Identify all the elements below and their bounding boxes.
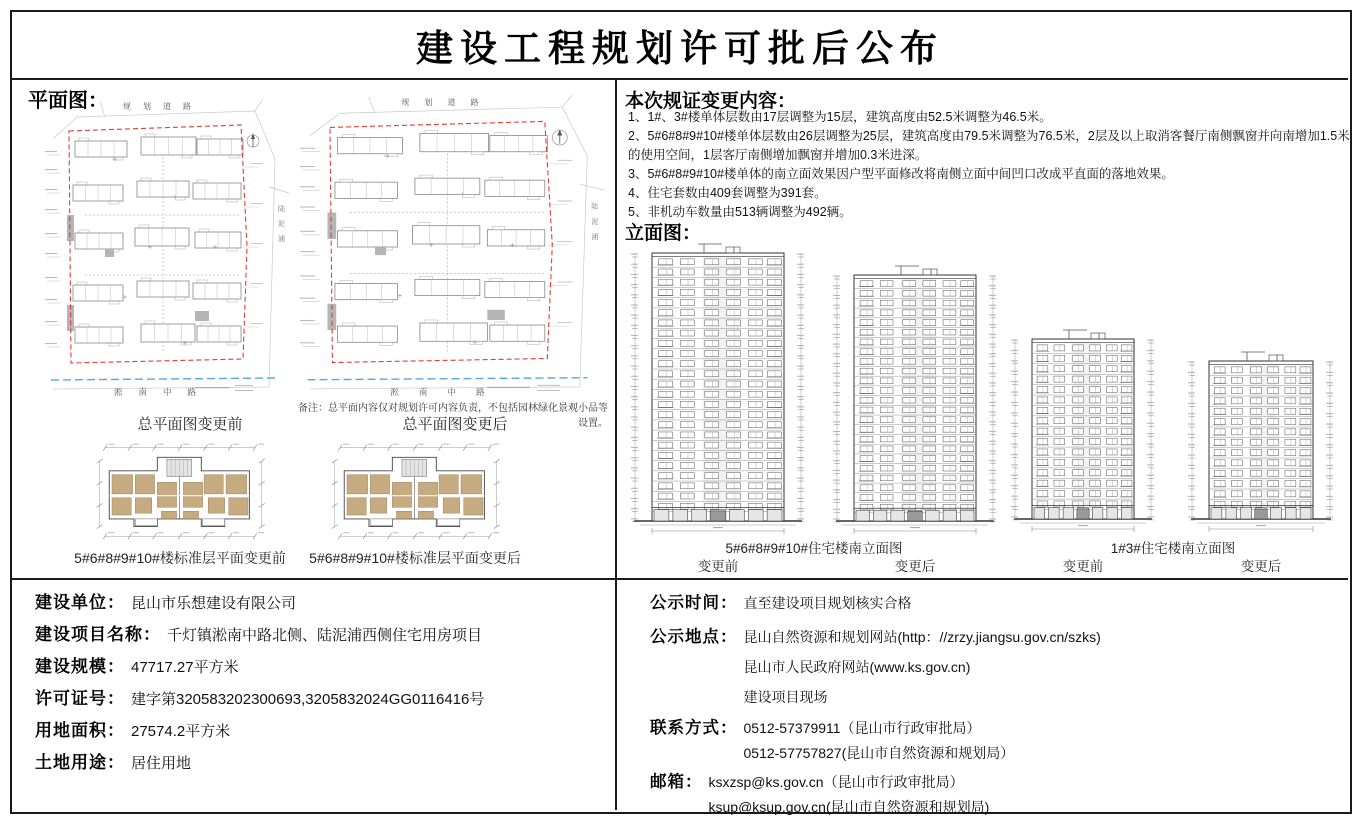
svg-text:规划道路: 规划道路 <box>123 102 203 111</box>
floor-plan-after-drawing <box>325 440 505 542</box>
site-plan-before-caption: 总平面图变更前 <box>137 416 243 433</box>
plan-section-heading: 平面图： <box>28 90 108 112</box>
info-value: 建字第320583202300693,3205832024GG0116416号 <box>131 691 485 708</box>
elevation-group2-caption: 1#3#住宅楼南立面图 <box>1110 541 1236 556</box>
info-value: 居住用地 <box>131 755 192 772</box>
info-label: 许可证号： <box>35 689 125 708</box>
change-item: 5、非机动车数量由513辆调整为492辆。 <box>628 205 852 219</box>
publicity-info <box>650 588 1340 822</box>
info-row-land-use <box>35 748 605 773</box>
info-label: 邮箱： <box>650 773 703 791</box>
info-row-project-name <box>35 620 605 645</box>
elevation-short-before-label: 变更前 <box>1062 559 1104 574</box>
elevation-tall-after-drawing <box>830 259 1000 537</box>
info-line: 直至建设项目规划核实合格 <box>743 595 912 611</box>
info-value: 千灯镇淞南中路北侧、陆泥浦西侧住宅用房项目 <box>167 627 483 644</box>
info-line: 0512-57757827(昆山市自然资源和规划局） <box>743 745 1015 761</box>
floor-plan-before-caption: 5#6#8#9#10#楼标准层平面变更前 <box>74 550 286 566</box>
change-item: 2、5#6#8#9#10#楼单体层数由26层调整为25层，建筑高度由79.5米调整为76.5米，2层及以上取消客餐厅南侧飘窗并向南增加1.5米的使用空间，1层客厅南侧增加飘窗并增加0.3米进深。 <box>628 129 1350 162</box>
changes-list <box>628 108 1350 222</box>
title-divider <box>12 78 1348 80</box>
elevation-short-after-drawing <box>1185 345 1337 535</box>
info-line: 昆山自然资源和规划网站(http：//zrzy.jiangsu.gov.cn/szks) <box>743 629 1101 645</box>
info-row-land-area <box>35 716 605 741</box>
floor-plan-before-drawing <box>90 440 270 542</box>
info-label: 公示时间： <box>650 594 738 612</box>
elevation-tall-before-label: 变更前 <box>697 559 739 574</box>
info-label: 建设项目名称： <box>35 625 161 644</box>
site-plan-after-caption: 总平面图变更后 <box>402 416 508 433</box>
info-row-email <box>650 768 1340 820</box>
info-row-publicity-time <box>650 588 1340 618</box>
elevation-tall-before-drawing <box>628 237 808 537</box>
change-item: 1、1#、3#楼单体层数由17层调整为15层，建筑高度由52.5米调整为46.5米。 <box>628 110 1052 124</box>
info-row-contact <box>650 714 1340 766</box>
elevation-short-after-label: 变更后 <box>1240 559 1282 574</box>
info-label: 建设单位： <box>35 593 125 612</box>
info-label: 公示地点： <box>650 628 738 646</box>
info-line: ksup@ksup.gov.cn(昆山市自然资源和规划局) <box>708 799 990 815</box>
info-line: 0512-57379911（昆山市行政审批局） <box>743 720 981 736</box>
info-row-permit-no <box>35 684 605 709</box>
info-line: ksxzsp@ks.gov.cn（昆山市行政审批局） <box>708 774 964 790</box>
info-value: 27574.2平方米 <box>131 723 231 740</box>
elevation-tall-after-label: 变更后 <box>894 559 936 574</box>
svg-text:陆泥浦: 陆泥浦 <box>590 202 599 249</box>
title-bar <box>12 12 1348 78</box>
info-line: 建设项目现场 <box>743 689 828 705</box>
svg-text:淞南中路: 淞南中路 <box>390 386 505 397</box>
change-item: 3、5#6#8#9#10#楼单体的南立面效果因户型平面修改将南侧立面中间凹口改成平直面的落地效果。 <box>628 167 1174 181</box>
info-lines <box>744 622 1101 712</box>
info-label: 联系方式： <box>650 719 738 737</box>
info-lines <box>709 770 990 820</box>
changes-heading: 本次规证变更内容： <box>625 91 797 112</box>
change-item: 4、住宅套数由409套调整为391套。 <box>628 186 827 200</box>
info-lines <box>744 588 912 618</box>
info-label: 用地面积： <box>35 721 125 740</box>
info-line: 昆山市人民政府网站(www.ks.gov.cn) <box>743 659 971 675</box>
svg-text:陆泥浦: 陆泥浦 <box>277 205 285 250</box>
info-row-scale <box>35 652 605 677</box>
svg-text:规划道路: 规划道路 <box>401 98 494 108</box>
info-divider <box>12 578 1348 580</box>
elevation-group1-caption: 5#6#8#9#10#住宅楼南立面图 <box>725 541 903 556</box>
project-info <box>35 588 605 780</box>
site-plan-before-drawing <box>45 97 290 399</box>
info-lines <box>744 716 1015 766</box>
info-value: 47717.27平方米 <box>131 659 239 676</box>
svg-text:淞南中路: 淞南中路 <box>113 387 213 397</box>
info-row-builder <box>35 588 605 613</box>
page-title: 建设工程规划许可批后公布 <box>416 29 944 70</box>
floor-plan-after-caption: 5#6#8#9#10#楼标准层平面变更后 <box>309 550 521 566</box>
info-row-publicity-place <box>650 622 1340 712</box>
center-divider <box>615 78 617 810</box>
info-label: 建设规模： <box>35 657 125 676</box>
site-plan-after-drawing <box>300 93 606 399</box>
info-label: 土地用途： <box>35 753 125 772</box>
elevation-heading: 立面图： <box>625 223 702 244</box>
site-plan-note: 备注：总平面内容仅对规划许可内容负责，不包括园林绿化景观小品等设置。 <box>298 403 608 429</box>
info-value: 昆山市乐想建设有限公司 <box>131 595 297 612</box>
elevation-short-before-drawing <box>1008 323 1158 535</box>
